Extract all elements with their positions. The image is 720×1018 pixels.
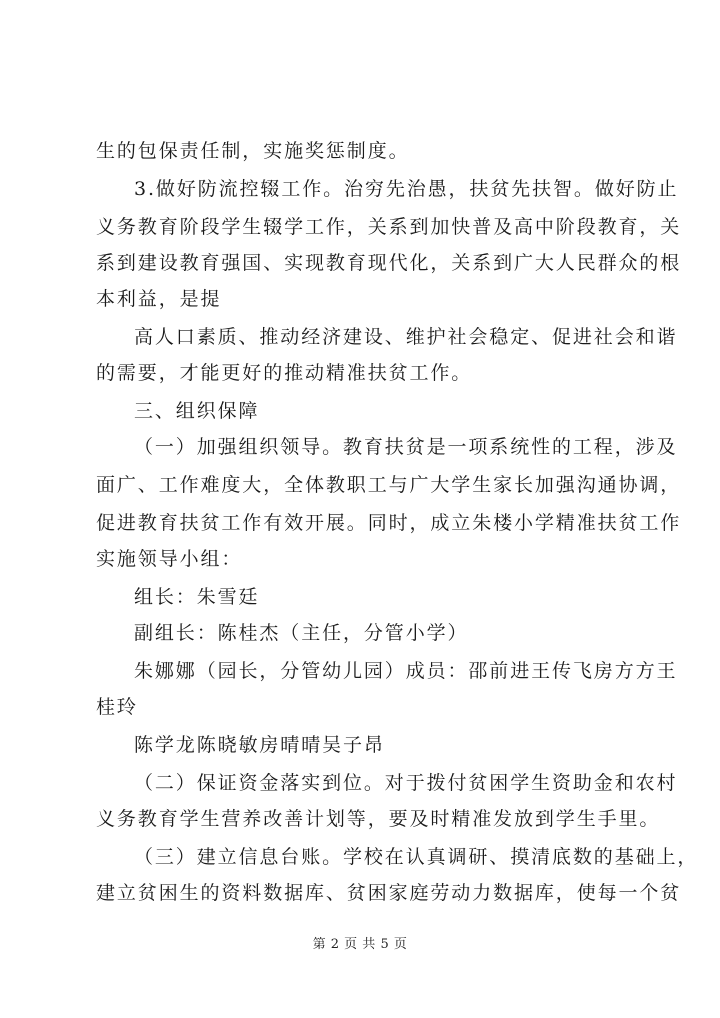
text-line: 系到建设教育强国、实现教育现代化，关系到广大人民群众的根 [96, 252, 682, 274]
text-line: （三）建立信息台账。学校在认真调研、摸清底数的基础上， [134, 846, 699, 868]
text-line: 的需要，才能更好的推动精准扶贫工作。 [96, 362, 473, 384]
text-line: 实施领导小组： [96, 548, 243, 570]
text-line: 朱娜娜（园长，分管幼儿园）成员：邵前进王传飞房方方王 [134, 660, 678, 682]
text-line: 本利益，是提 [96, 288, 222, 310]
section-heading: 三、组织保障 [134, 400, 260, 422]
text-line: （一）加强组织领导。教育扶贫是一项系统性的工程，涉及 [134, 436, 678, 458]
text-line: 义务教育阶段学生辍学工作，关系到加快普及高中阶段教育，关 [96, 216, 682, 238]
text-line: （二）保证资金落实到位。对于拨付贫困学生资助金和农村 [134, 772, 678, 794]
text-line: 生的包保责任制，实施奖惩制度。 [96, 140, 410, 162]
text-line: 陈学龙陈晓敏房晴晴吴子昂 [134, 734, 385, 756]
text-line: 建立贫困生的资料数据库、贫困家庭劳动力数据库，使每一个贫 [96, 882, 682, 904]
text-line: 3.做好防流控辍工作。治穷先治愚，扶贫先扶智。做好防止 [134, 178, 679, 200]
text-line: 义务教育学生营养改善计划等，要及时精准发放到学生手里。 [96, 808, 661, 830]
text-line: 面广、工作难度大，全体教职工与广大学生家长加强沟通协调， [96, 474, 682, 496]
page-footer: 第 2 页 共 5 页 [312, 937, 408, 952]
text-line: 促进教育扶贫工作有效开展。同时，成立朱楼小学精准扶贫工作 [96, 512, 682, 534]
text-line: 组长：朱雪廷 [134, 586, 260, 608]
text-line: 副组长：陈桂杰（主任，分管小学） [134, 622, 469, 644]
text-line: 高人口素质、推动经济建设、维护社会稳定、促进社会和谐 [134, 326, 678, 348]
text-line: 桂玲 [96, 696, 138, 718]
